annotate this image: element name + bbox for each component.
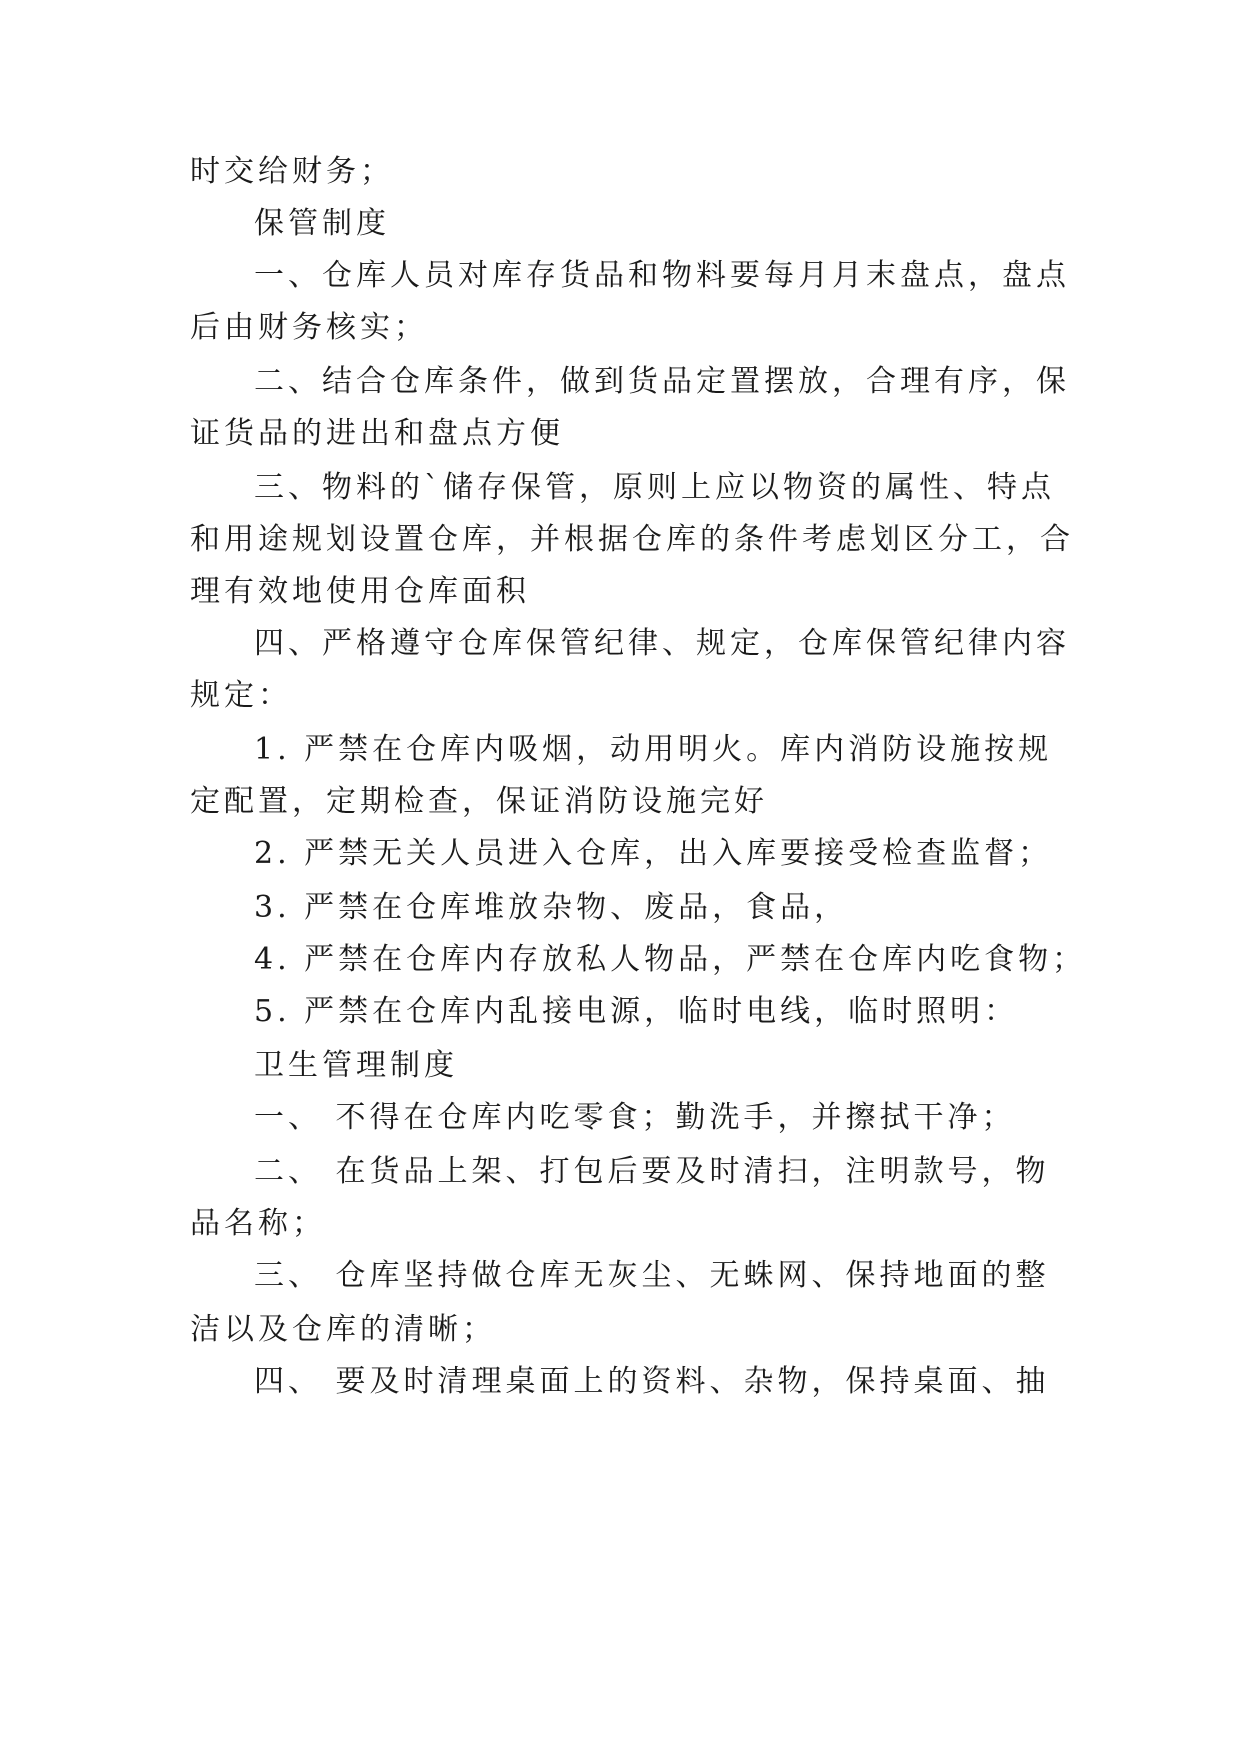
text-line: 二、 在货品上架、打包后要及时清扫，注明款号，物 [254,1154,1050,1189]
text-line: 一、 不得在仓库内吃零食；勤洗手，并擦拭干净； [254,1100,1016,1135]
text-line: 证货品的进出和盘点方便 [190,416,564,451]
text-line: 4. 严禁在仓库内存放私人物品，严禁在仓库内吃食物； [254,942,1087,977]
text-line: 和用途规划设置仓库，并根据仓库的条件考虑划区分工，合 [190,522,1074,557]
text-line: 理有效地使用仓库面积 [190,574,530,609]
text-line: 洁以及仓库的清晰； [190,1312,496,1347]
text-line: 品名称； [190,1206,326,1241]
text-line: 二、结合仓库条件，做到货品定置摆放，合理有序，保 [254,364,1070,399]
text-line: 2. 严禁无关人员进入仓库，出入库要接受检查监督； [254,836,1053,871]
text-line: 1. 严禁在仓库内吸烟，动用明火。库内消防设施按规 [254,732,1053,767]
text-line: 三、 仓库坚持做仓库无灰尘、无蛛网、保持地面的整 [254,1258,1050,1293]
text-line: 3. 严禁在仓库堆放杂物、废品，食品， [254,890,849,925]
text-line: 四、 要及时清理桌面上的资料、杂物，保持桌面、抽 [254,1364,1050,1399]
text-line: 5. 严禁在仓库内乱接电源，临时电线，临时照明： [254,994,1019,1029]
text-line: 后由财务核实； [190,310,428,345]
text-line: 三、物料的`储存保管，原则上应以物资的属性、特点 [254,470,1055,505]
text-line: 时交给财务； [190,154,394,189]
text-line: 四、严格遵守仓库保管纪律、规定，仓库保管纪律内容 [254,626,1070,661]
text-line: 规定： [190,678,292,713]
section-heading: 卫生管理制度 [254,1048,458,1083]
text-line: 定配置，定期检查，保证消防设施完好 [190,784,768,819]
section-heading: 保管制度 [254,206,390,241]
text-line: 一、仓库人员对库存货品和物料要每月月末盘点，盘点 [254,258,1070,293]
